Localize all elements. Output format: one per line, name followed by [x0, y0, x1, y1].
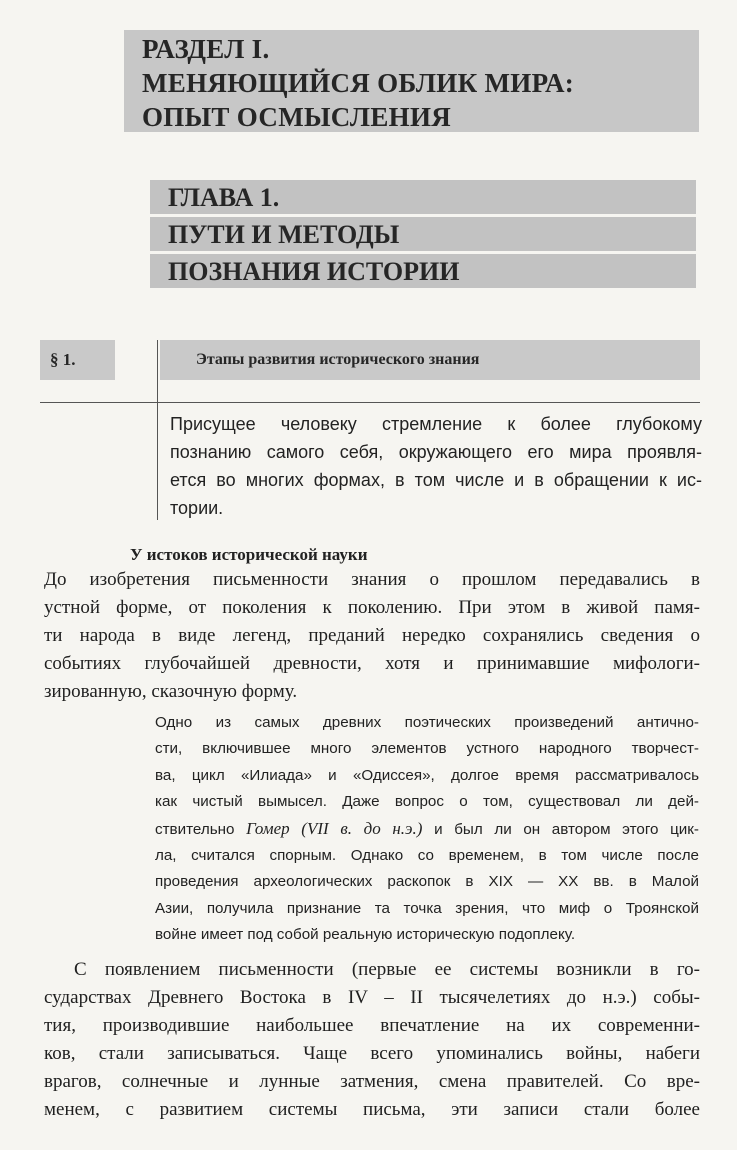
chapter-heading-line: ГЛАВА 1.: [150, 180, 696, 214]
text-line: сти, включившее много элементов устного народного творчест-: [155, 740, 699, 758]
text-line: ется во многих формах, в том числе и в обращении к ис-: [170, 470, 702, 490]
text-line: С появлением письменности (первые ее системы возникли в го-: [74, 959, 700, 980]
section-heading-line: ОПЫТ ОСМЫСЛЕНИЯ: [124, 98, 699, 132]
italic-name: Гомер (VII в. до н.э.): [246, 818, 423, 838]
chapter-heading-line: ПУТИ И МЕТОДЫ: [150, 217, 696, 251]
text-line: ла, считался спорным. Однако со временем, в том числе после: [155, 847, 699, 865]
text-line: проведения археологических раскопок в XIX — XX вв. в Малой: [155, 873, 699, 891]
text-line: войне имеет под собой реальную историческую подоплеку.: [155, 926, 576, 944]
text-line: событиях глубочайшей древности, хотя и принимавшие мифологи-: [44, 653, 700, 674]
text-line: зированную, сказочную форму.: [44, 681, 298, 702]
text-line: Присущее человеку стремление к более глубокому: [170, 414, 702, 434]
text-line: врагов, солнечные и лунные затмения, смена правителей. Со вре-: [44, 1071, 700, 1092]
text-line: устной форме, от поколения к поколению. При этом в живой памя-: [44, 597, 700, 618]
text-line: ти народа в виде легенд, преданий нередко сохранялись сведения о: [44, 625, 700, 646]
intro-text: [170, 410, 702, 522]
text-line: ва, цикл «Илиада» и «Одиссея», долгое время рассматривалось: [155, 766, 699, 784]
text-line: До изобретения письменности знания о прошлом передавались в: [44, 569, 700, 590]
paragraph-divider-vertical: [157, 340, 158, 520]
text-line: [155, 816, 699, 843]
text-line: сударствах Древнего Востока в IV – II тысячелетиях до н.э.) собы-: [44, 987, 700, 1008]
paragraph-number: § 1.: [40, 340, 115, 380]
section-heading-line: МЕНЯЮЩИЙСЯ ОБЛИК МИРА:: [124, 64, 699, 98]
section-heading: [124, 30, 699, 132]
text-line: как чистый вымысел. Даже вопрос о том, существовал ли дей-: [155, 793, 699, 811]
paragraph-header: [40, 340, 700, 402]
text-line: ков, стали записываться. Чаще всего упоминались войны, набеги: [44, 1043, 700, 1064]
section-heading-line: РАЗДЕЛ I.: [124, 30, 699, 64]
subheading: У истоков исторической науки: [130, 545, 368, 564]
text-segment: ствительно: [155, 820, 247, 838]
chapter-heading-line: ПОЗНАНИЯ ИСТОРИИ: [150, 254, 696, 288]
text-line: познанию самого себя, окружающего его мира проявля-: [170, 442, 702, 462]
text-segment: и был ли он автором этого цик-: [422, 820, 699, 838]
text-line: тории.: [170, 498, 224, 518]
text-line: Одно из самых древних поэтических произведений антично-: [155, 714, 699, 731]
body-paragraph-1: [44, 566, 700, 706]
text-line: менем, с развитием системы письма, эти записи стали более: [44, 1099, 700, 1120]
chapter-heading: [150, 180, 696, 291]
paragraph-title: Этапы развития исторического знания: [160, 340, 700, 380]
small-print-block: [155, 710, 699, 949]
text-line: тия, производившие наибольшее впечатление на их современни-: [44, 1015, 700, 1036]
body-paragraph-2: [44, 956, 700, 1124]
paragraph-divider-horizontal: [40, 402, 700, 403]
text-line: Азии, получила признание та точка зрения, что миф о Троянской: [155, 899, 699, 917]
